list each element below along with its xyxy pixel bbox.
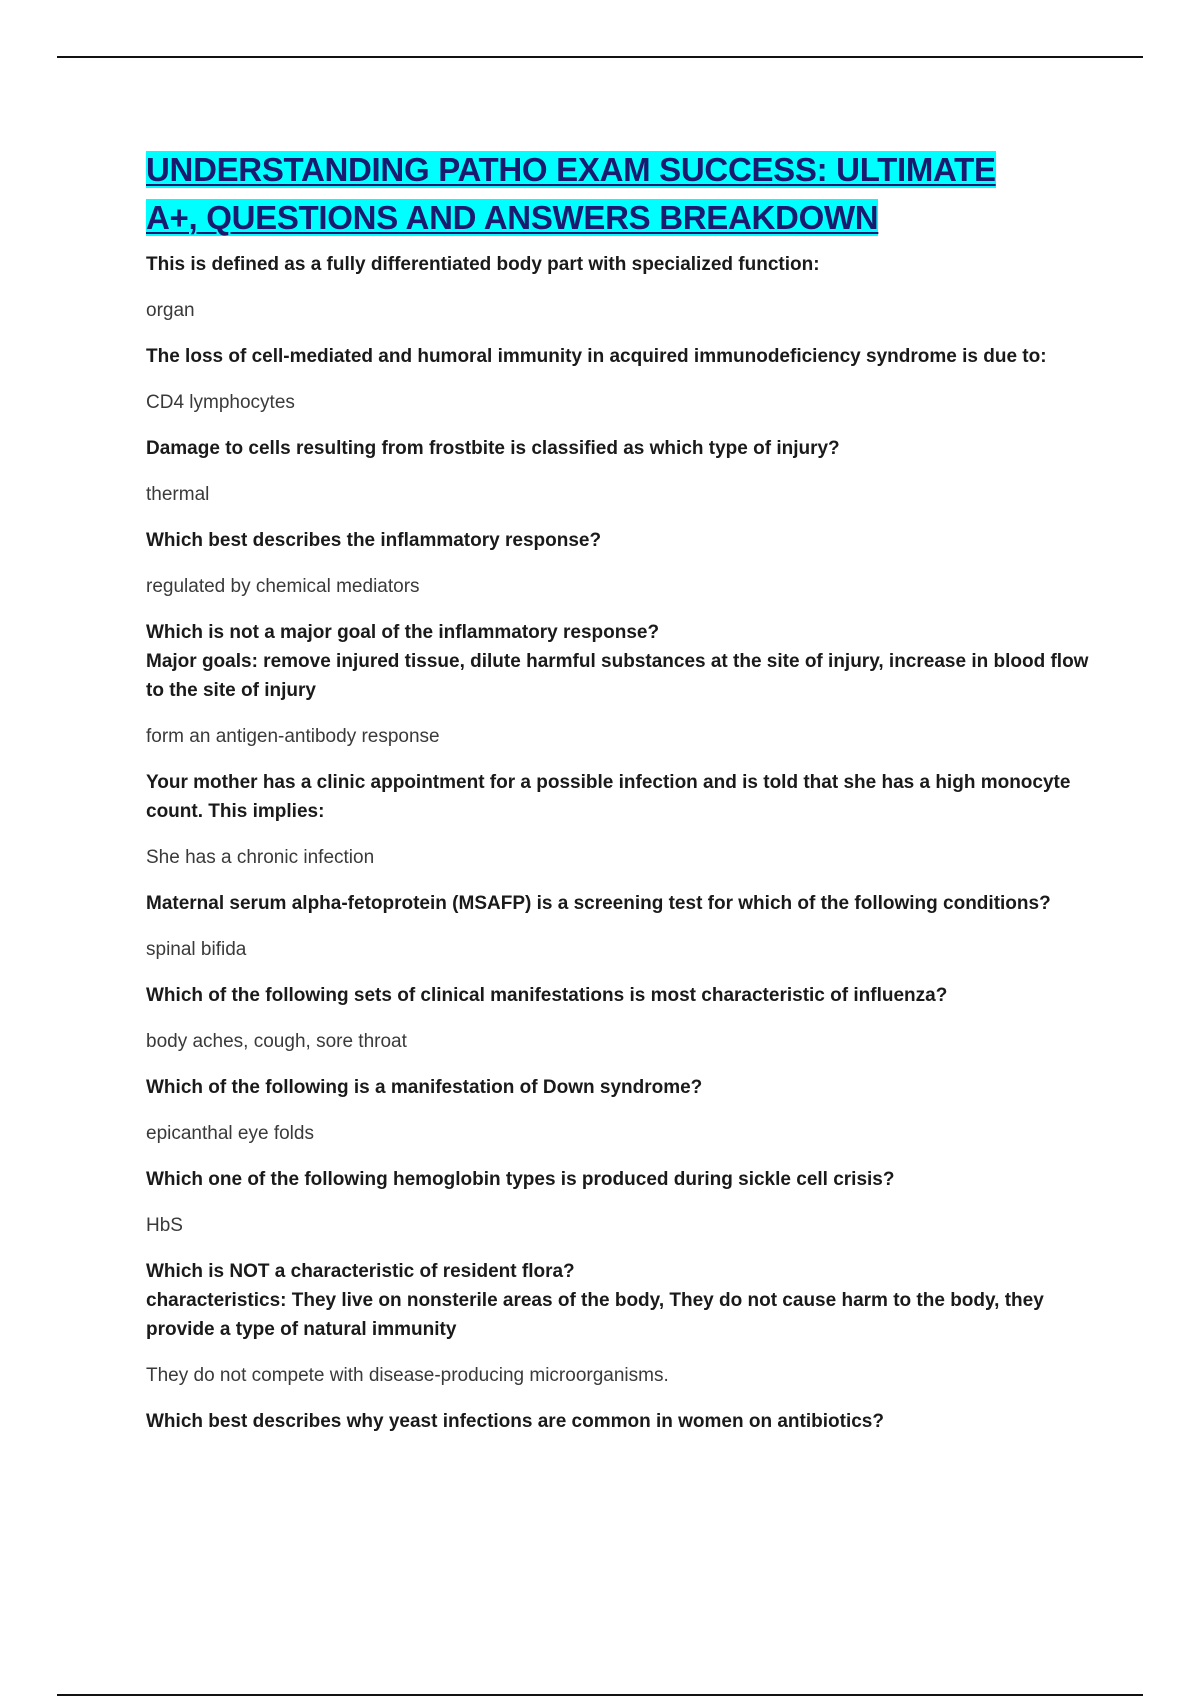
qa-item bbox=[146, 250, 1090, 325]
footer-rule bbox=[57, 1694, 1143, 1696]
question: Which best describes the inflammatory response? bbox=[146, 530, 602, 551]
document-body bbox=[146, 146, 1090, 1453]
answer: regulated by chemical mediators bbox=[146, 576, 420, 597]
qa-item bbox=[146, 981, 1090, 1056]
qa-item bbox=[146, 889, 1090, 964]
answer: body aches, cough, sore throat bbox=[146, 1031, 407, 1052]
answer: They do not compete with disease-producing microorganisms. bbox=[146, 1365, 669, 1386]
qa-item bbox=[146, 768, 1090, 872]
answer: form an antigen-antibody response bbox=[146, 726, 440, 747]
answer: She has a chronic infection bbox=[146, 847, 375, 868]
question: Your mother has a clinic appointment for a possible infection and is told that she has a high monocyte count. This implies: bbox=[146, 772, 1071, 822]
answer: organ bbox=[146, 300, 195, 321]
title-line-2: A+, QUESTIONS AND ANSWERS BREAKDOWN bbox=[146, 199, 879, 236]
question-note: Major goals: remove injured tissue, dilute harmful substances at the site of injury, increase in blood flow to the site of injury bbox=[146, 651, 1089, 701]
question: Which one of the following hemoglobin types is produced during sickle cell crisis? bbox=[146, 1169, 895, 1190]
question: Maternal serum alpha-fetoprotein (MSAFP) is a screening test for which of the following conditions? bbox=[146, 893, 1051, 914]
header-rule bbox=[57, 56, 1143, 58]
question: Damage to cells resulting from frostbite is classified as which type of injury? bbox=[146, 438, 840, 459]
qa-item bbox=[146, 1165, 1090, 1240]
qa-item bbox=[146, 1257, 1090, 1390]
question: The loss of cell-mediated and humoral immunity in acquired immunodeficiency syndrome is due to: bbox=[146, 346, 1047, 367]
qa-item bbox=[146, 526, 1090, 601]
question: Which best describes why yeast infections are common in women on antibiotics? bbox=[146, 1411, 884, 1432]
answer: spinal bifida bbox=[146, 939, 247, 960]
question-note: characteristics: They live on nonsterile areas of the body, They do not cause harm to the body, they provide a type of natural immunity bbox=[146, 1290, 1044, 1340]
answer: HbS bbox=[146, 1215, 183, 1236]
question: Which is not a major goal of the inflammatory response? bbox=[146, 622, 660, 643]
question-block bbox=[146, 618, 1090, 705]
question: This is defined as a fully differentiated body part with specialized function: bbox=[146, 254, 820, 275]
question-block bbox=[146, 1257, 1090, 1344]
question: Which of the following is a manifestation of Down syndrome? bbox=[146, 1077, 703, 1098]
question: Which of the following sets of clinical manifestations is most characteristic of influenza? bbox=[146, 985, 948, 1006]
answer: CD4 lymphocytes bbox=[146, 392, 295, 413]
question: Which is NOT a characteristic of resident flora? bbox=[146, 1261, 575, 1282]
qa-item bbox=[146, 434, 1090, 509]
qa-item bbox=[146, 342, 1090, 417]
answer: thermal bbox=[146, 484, 210, 505]
title-line-1: UNDERSTANDING PATHO EXAM SUCCESS: ULTIMATE bbox=[146, 151, 996, 188]
answer: epicanthal eye folds bbox=[146, 1123, 314, 1144]
document-title bbox=[146, 146, 1090, 242]
qa-item bbox=[146, 1073, 1090, 1148]
qa-item bbox=[146, 1407, 1090, 1436]
qa-item bbox=[146, 618, 1090, 751]
